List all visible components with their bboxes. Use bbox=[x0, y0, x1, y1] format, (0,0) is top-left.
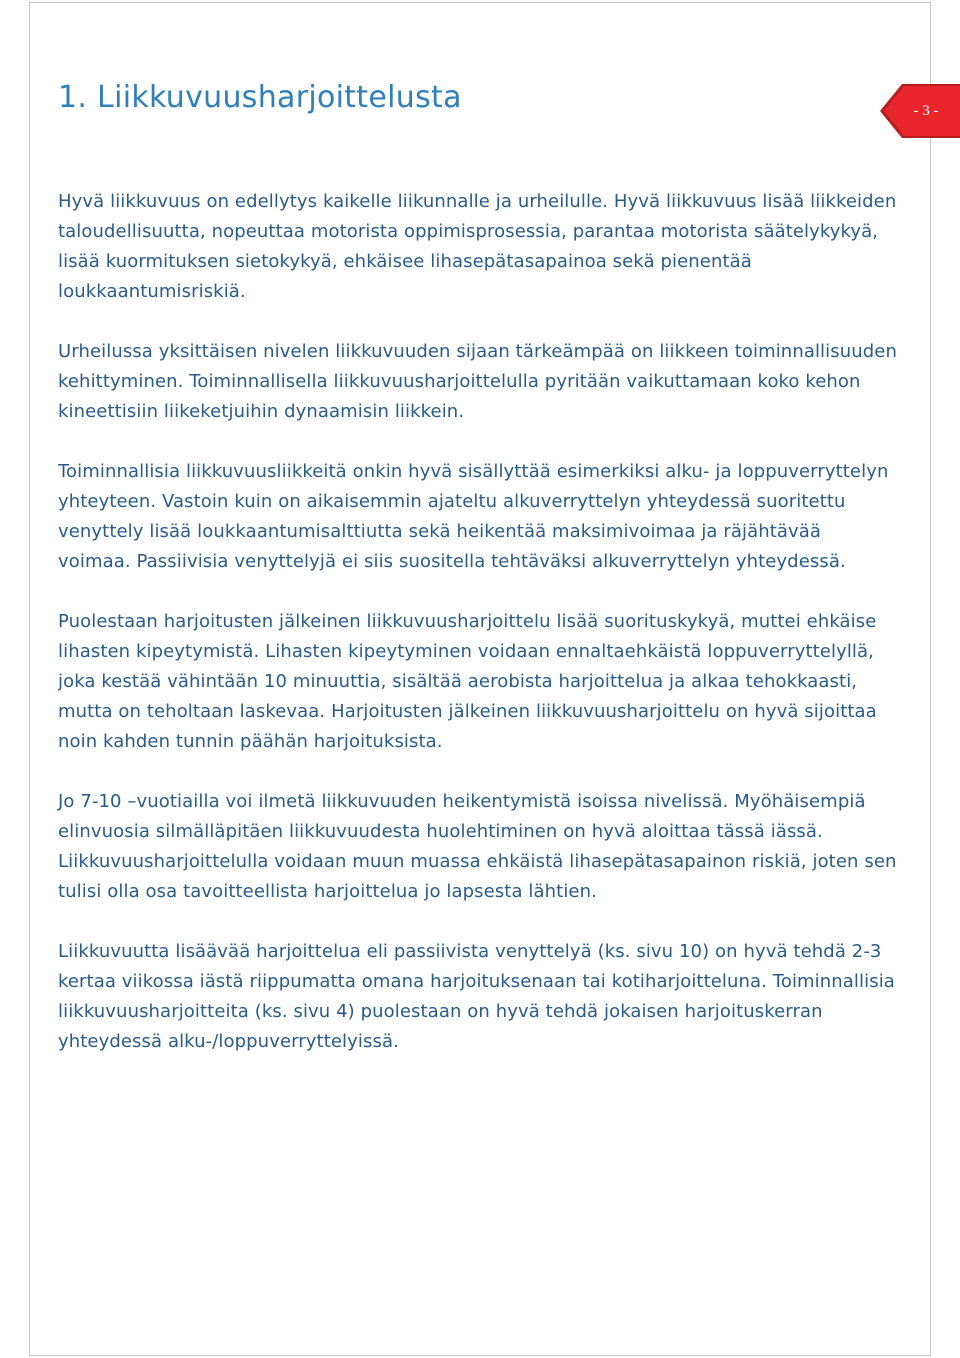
page-number: - 3 - bbox=[913, 103, 939, 119]
page-title: 1. Liikkuvuusharjoittelusta bbox=[58, 80, 462, 115]
paragraph: Liikkuvuutta lisäävää harjoittelua eli passiivista venyttelyä (ks. sivu 10) on hyvä tehdä 2-3 kertaa viikossa iästä riippumatta omana harjoituksenaan tai kotiharjoitteluna. Toiminnallisia liikkuvuusharjoitteita (ks. sivu 4) puolestaan on hyvä tehdä jokaisen harjoituskerran yhteydessä alku-/loppuverryttelyissä. bbox=[58, 941, 895, 1052]
paragraph: Puolestaan harjoitusten jälkeinen liikkuvuusharjoittelu lisää suorituskykyä, muttei ehkäise lihasten kipeytymistä. Lihasten kipeytyminen voidaan ennaltaehkäistä loppuverryttelyllä, joka kestää vähintään 10 minuuttia, sisältää aerobista harjoittelua ja alkaa tehokkaasti, mutta on teholtaan laskevaa. Harjoitusten jälkeinen liikkuvuusharjoittelu on hyvä sijoittaa noin kahden tunnin päähän harjoituksista. bbox=[58, 611, 877, 752]
body-text bbox=[58, 187, 898, 1087]
paragraph: Urheilussa yksittäisen nivelen liikkuvuuden sijaan tärkeämpää on liikkeen toiminnallisuuden kehittyminen. Toiminnallisella liikkuvuusharjoittelulla pyritään vaikuttamaan koko kehon kineettisiin liikeketjuihin dynaamisin liikkein. bbox=[58, 341, 897, 422]
paragraph: Jo 7-10 –vuotiailla voi ilmetä liikkuvuuden heikentymistä isoissa nivelissä. Myöhäisempiä elinvuosia silmälläpitäen liikkuvuudesta huolehtiminen on hyvä aloittaa tässä iässä. Liikkuvuusharjoittelulla voidaan muun muassa ehkäistä lihasepätasapainon riskiä, joten sen tulisi olla osa tavoitteellista harjoittelua jo lapsesta lähtien. bbox=[58, 791, 897, 902]
page-number-badge bbox=[880, 84, 960, 138]
paragraph: Toiminnallisia liikkuvuusliikkeitä onkin hyvä sisällyttää esimerkiksi alku- ja loppuverryttelyn yhteyteen. Vastoin kuin on aikaisemmin ajateltu alkuverryttelyn yhteydessä suoritettu venyttely lisää loukkaantumisalttiutta sekä heikentää maksimivoimaa ja räjähtävää voimaa. Passiivisia venyttelyjä ei siis suositella tehtäväksi alkuverryttelyn yhteydessä. bbox=[58, 461, 889, 572]
paragraph: Hyvä liikkuvuus on edellytys kaikelle liikunnalle ja urheilulle. Hyvä liikkuvuus lisää liikkeiden taloudellisuutta, nopeuttaa motorista oppimisprosessia, parantaa motorista säätelykykyä, lisää kuormituksen sietokykyä, ehkäisee lihasepätasapainoa sekä pienentää loukkaantumisriskiä. bbox=[58, 191, 897, 302]
